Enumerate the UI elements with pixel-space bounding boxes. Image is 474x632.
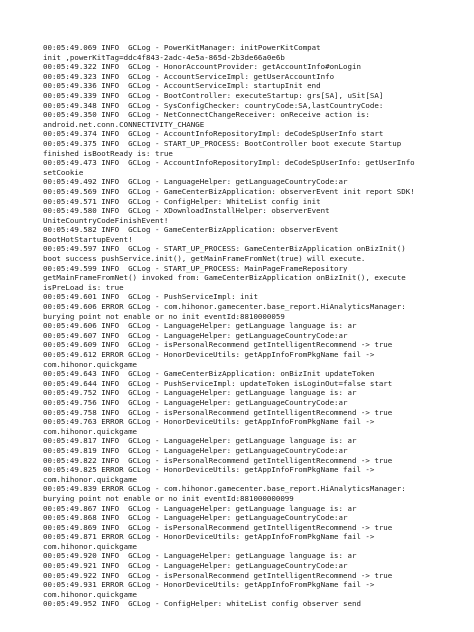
log-line: 00:05:49.871 ERROR GCLog - HonorDeviceUtils: getAppInfoFromPkgName fail ->	[43, 532, 375, 542]
log-line: init ,powerKitTag=ddc4f843-2adc-4e5a-865d-2b3de66a0e6b	[43, 52, 285, 62]
log-line: 00:05:49.839 ERROR GCLog - com.hihonor.gamecenter.base_report.HiAnalyticsManager:	[43, 484, 406, 494]
log-line: 00:05:49.580 INFO GCLog - XDownloadInstallHelper: observerEvent	[43, 206, 330, 216]
log-line: 00:05:49.350 INFO GCLog - NetConnectChangeReceiver: onReceive action is:	[43, 110, 370, 120]
log-line: android.net.conn.CONNECTIVITY_CHANGE	[43, 119, 205, 129]
log-line: BootHotStartupEvent!	[43, 234, 133, 244]
log-line: 00:05:49.374 INFO GCLog - AccountInfoRepositoryImpl: deCodeSpUserInfo start	[43, 129, 384, 139]
log-line: com.hihonor.quickgame	[43, 426, 138, 436]
log-line: 00:05:49.931 ERROR GCLog - HonorDeviceUtils: getAppInfoFromPkgName fail ->	[43, 580, 375, 590]
log-line: 00:05:49.825 ERROR GCLog - HonorDeviceUtils: getAppInfoFromPkgName fail ->	[43, 465, 375, 475]
log-line: 00:05:49.571 INFO GCLog - ConfigHelper: WhiteList config init	[43, 196, 321, 206]
log-line: setCookie	[43, 167, 84, 177]
log-line: burying point not enable or no init eventId:881000000099	[43, 493, 294, 503]
log-line: 00:05:49.819 INFO GCLog - LanguageHelper: getLanguageCountryCode:ar	[43, 445, 348, 455]
log-line: 00:05:49.597 INFO GCLog - START_UP_PROCESS: GameCenterBizApplication onBizInit()	[43, 244, 406, 254]
log-line: 00:05:49.323 INFO GCLog - AccountServiceImpl: getUserAccountInfo	[43, 71, 335, 81]
log-line: 00:05:49.920 INFO GCLog - LanguageHelper: getLanguage language is: ar	[43, 551, 357, 561]
log-line: boot success pushService.init(), getMainFrameFromNet(true) will execute.	[43, 254, 366, 264]
log-line: 00:05:49.868 INFO GCLog - LanguageHelper: getLanguageCountryCode:ar	[43, 513, 348, 523]
log-line: 00:05:49.582 INFO GCLog - GameCenterBizApplication: observerEvent	[43, 225, 339, 235]
log-line: 00:05:49.348 INFO GCLog - SysConfigChecker: countryCode:SA,lastCountryCode:	[43, 100, 384, 110]
log-line: 00:05:49.492 INFO GCLog - LanguageHelper: getLanguageCountryCode:ar	[43, 177, 348, 187]
log-line: 00:05:49.644 INFO GCLog - PushServiceImpl: updateToken isLoginOut=false start	[43, 378, 393, 388]
log-line: getMainFrameFromNet() invoked from: GameCenterBizApplication onBizInit(), execute	[43, 273, 406, 283]
log-line: 00:05:49.817 INFO GCLog - LanguageHelper: getLanguage language is: ar	[43, 436, 357, 446]
log-line: 00:05:49.339 INFO GCLog - BootController: executeStartup: grs[SA], uSit[SA]	[43, 90, 384, 100]
log-line: 00:05:49.922 INFO GCLog - isPersonalRecommend getIntelligentRecommend -> true	[43, 570, 393, 580]
log-line: com.hihonor.quickgame	[43, 474, 138, 484]
log-line: finished isBootReady is: true	[43, 148, 173, 158]
log-line: burying point not enable or no init eventId:8810000059	[43, 311, 285, 321]
log-line: 00:05:49.322 INFO GCLog - HonorAccountProvider: getAccountInfo#onLogin	[43, 62, 361, 72]
log-line: 00:05:49.606 INFO GCLog - LanguageHelper: getLanguage language is: ar	[43, 321, 357, 331]
log-line: 00:05:49.643 INFO GCLog - GameCenterBizApplication: onBizInit updateToken	[43, 369, 375, 379]
log-line: 00:05:49.336 INFO GCLog - AccountServiceImpl: startupInit end	[43, 81, 321, 91]
log-line: 00:05:49.473 INFO GCLog - AccountInfoRepositoryImpl: deCodeSpUserInfo: getUserInfo	[43, 158, 415, 168]
log-line: com.hihonor.quickgame	[43, 589, 138, 599]
log-line: 00:05:49.069 INFO GCLog - PowerKitManager: initPowerKitCompat	[43, 43, 321, 52]
log-line: isPreLoad is: true	[43, 282, 124, 292]
log-line: 00:05:49.752 INFO GCLog - LanguageHelper: getLanguage language is: ar	[43, 388, 357, 398]
log-line: 00:05:49.756 INFO GCLog - LanguageHelper: getLanguageCountryCode:ar	[43, 397, 348, 407]
log-line: 00:05:49.599 INFO GCLog - START_UP_PROCESS: MainPageFrameRepository	[43, 263, 348, 273]
log-line: UniteCountryCodeFinishEvent!	[43, 215, 169, 225]
log-line: 00:05:49.952 INFO GCLog - ConfigHelper: whiteList config observer send	[43, 599, 361, 609]
log-line: 00:05:49.607 INFO GCLog - LanguageHelper: getLanguageCountryCode:ar	[43, 330, 348, 340]
log-line: 00:05:49.758 INFO GCLog - isPersonalRecommend getIntelligentRecommend -> true	[43, 407, 393, 417]
log-line: 00:05:49.822 INFO GCLog - isPersonalRecommend getIntelligentRecommend -> true	[43, 455, 393, 465]
log-line: 00:05:49.606 ERROR GCLog - com.hihonor.gamecenter.base_report.HiAnalyticsManager:	[43, 302, 406, 312]
log-line: 00:05:49.921 INFO GCLog - LanguageHelper: getLanguageCountryCode:ar	[43, 561, 348, 571]
log-line: 00:05:49.867 INFO GCLog - LanguageHelper: getLanguage language is: ar	[43, 503, 357, 513]
log-line: com.hihonor.quickgame	[43, 541, 138, 551]
log-output	[43, 43, 469, 609]
log-line: 00:05:49.601 INFO GCLog - PushServiceImpl: init	[43, 292, 258, 302]
log-line: 00:05:49.612 ERROR GCLog - HonorDeviceUtils: getAppInfoFromPkgName fail ->	[43, 350, 375, 359]
log-line: 00:05:49.609 INFO GCLog - isPersonalRecommend getIntelligentRecommend -> true	[43, 340, 393, 350]
log-line: 00:05:49.869 INFO GCLog - isPersonalRecommend getIntelligentRecommend -> true	[43, 522, 393, 532]
log-line: 00:05:49.763 ERROR GCLog - HonorDeviceUtils: getAppInfoFromPkgName fail ->	[43, 417, 375, 427]
log-line: 00:05:49.375 INFO GCLog - START_UP_PROCESS: BootController boot execute Startup	[43, 138, 402, 148]
log-line: 00:05:49.569 INFO GCLog - GameCenterBizApplication: observerEvent init report SDK!	[43, 186, 415, 196]
log-line: com.hihonor.quickgame	[43, 359, 138, 369]
